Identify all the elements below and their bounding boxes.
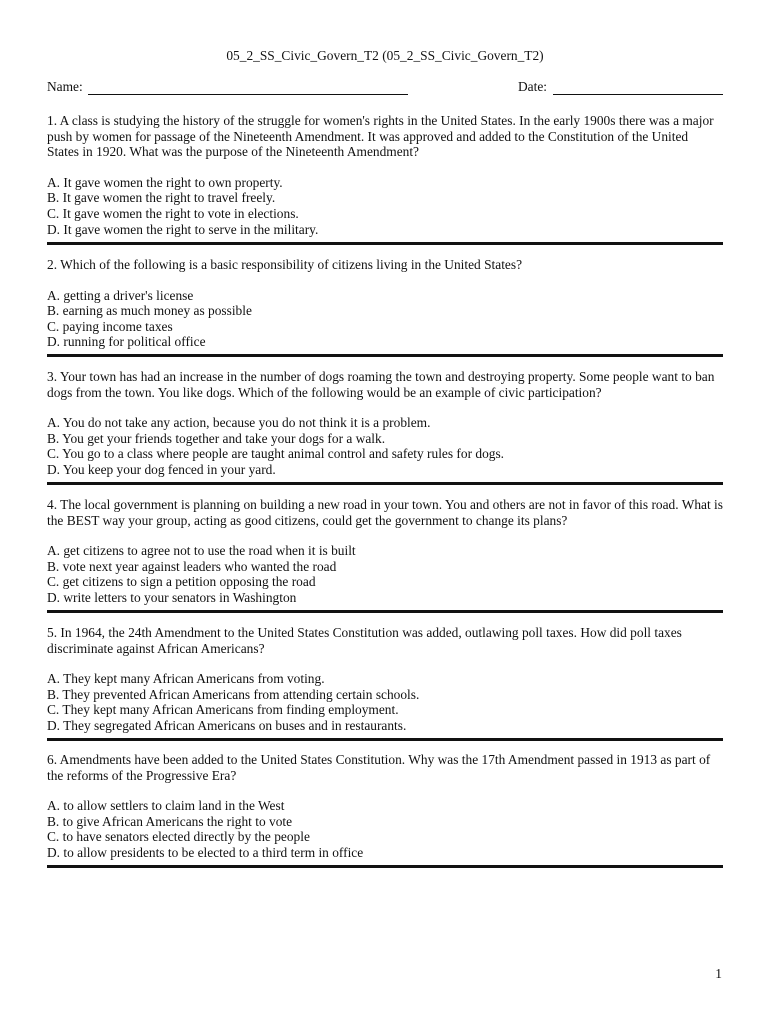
question-5 (47, 625, 723, 734)
name-field-line[interactable] (88, 94, 408, 95)
document-title: 05_2_SS_Civic_Govern_T2 (05_2_SS_Civic_Govern_T2) (226, 48, 544, 63)
answer-option: D. You keep your dog fenced in your yard. (47, 461, 276, 477)
question-4 (47, 497, 723, 606)
answer-option: D. They segregated African Americans on buses and in restaurants. (47, 717, 407, 733)
question-stem: 3. Your town has had an increase in the number of dogs roaming the town and destroying property. Some people want to ban dogs from the town. You like dogs. Which of the following would be an example of civic participation? (47, 369, 715, 400)
name-date-row (47, 79, 723, 97)
answer-option: D. running for political office (47, 334, 206, 350)
question-2 (47, 257, 723, 350)
answer-option: B. vote next year against leaders who wanted the road (47, 558, 337, 574)
answer-option: B. It gave women the right to travel freely. (47, 190, 276, 206)
section-divider (47, 610, 723, 613)
section-divider (47, 242, 723, 245)
name-label: Name: (47, 79, 83, 94)
answer-option: A. You do not take any action, because you do not think it is a problem. (47, 415, 431, 431)
question-stem: 6. Amendments have been added to the United States Constitution. Why was the 17th Amendment passed in 1913 as part of the reforms of the Progressive Era? (47, 752, 711, 783)
answer-option: A. getting a driver's license (47, 287, 194, 303)
answer-option: C. You go to a class where people are taught animal control and safety rules for dogs. (47, 446, 505, 462)
answer-option: D. to allow presidents to be elected to a third term in office (47, 844, 364, 860)
question-6 (47, 752, 723, 861)
page-number: 1 (715, 966, 722, 981)
section-divider (47, 482, 723, 485)
answer-option: B. You get your friends together and take your dogs for a walk. (47, 430, 386, 446)
answer-option: B. earning as much money as possible (47, 303, 252, 319)
answer-option: C. paying income taxes (47, 318, 173, 334)
answer-option: B. to give African Americans the right to vote (47, 813, 293, 829)
question-1 (47, 113, 723, 237)
answer-option: A. get citizens to agree not to use the road when it is built (47, 543, 356, 559)
question-stem: 5. In 1964, the 24th Amendment to the United States Constitution was added, outlawing poll taxes. How did poll taxes discriminate against African Americans? (47, 625, 682, 656)
answer-option: D. It gave women the right to serve in the military. (47, 221, 319, 237)
answer-option: C. They kept many African Americans from finding employment. (47, 702, 399, 718)
answer-option: C. It gave women the right to vote in elections. (47, 205, 299, 221)
question-stem: 4. The local government is planning on building a new road in your town. You and others are not in favor of this road. What is the BEST way your group, acting as good citizens, could get the government to change its plans? (47, 497, 723, 528)
answer-option: D. write letters to your senators in Washington (47, 589, 297, 605)
answer-option: A. It gave women the right to own property. (47, 174, 283, 190)
answer-option: A. They kept many African Americans from voting. (47, 671, 325, 687)
date-label: Date: (518, 79, 547, 94)
question-stem: 1. A class is studying the history of the struggle for women's rights in the United States. In the early 1900s there was a major push by women for passage of the Nineteenth Amendment. It was approved and added to the Constitution of the United States in 1920. What was the purpose of the Nineteenth Amendment? (47, 113, 714, 160)
answer-option: C. to have senators elected directly by the people (47, 829, 310, 845)
answer-option: B. They prevented African Americans from attending certain schools. (47, 686, 420, 702)
date-field-line[interactable] (553, 94, 723, 95)
answer-option: A. to allow settlers to claim land in the West (47, 798, 285, 814)
section-divider (47, 354, 723, 357)
question-stem: 2. Which of the following is a basic responsibility of citizens living in the United States? (47, 257, 523, 272)
section-divider (47, 865, 723, 868)
answer-option: C. get citizens to sign a petition opposing the road (47, 574, 316, 590)
question-3 (47, 369, 723, 478)
section-divider (47, 738, 723, 741)
